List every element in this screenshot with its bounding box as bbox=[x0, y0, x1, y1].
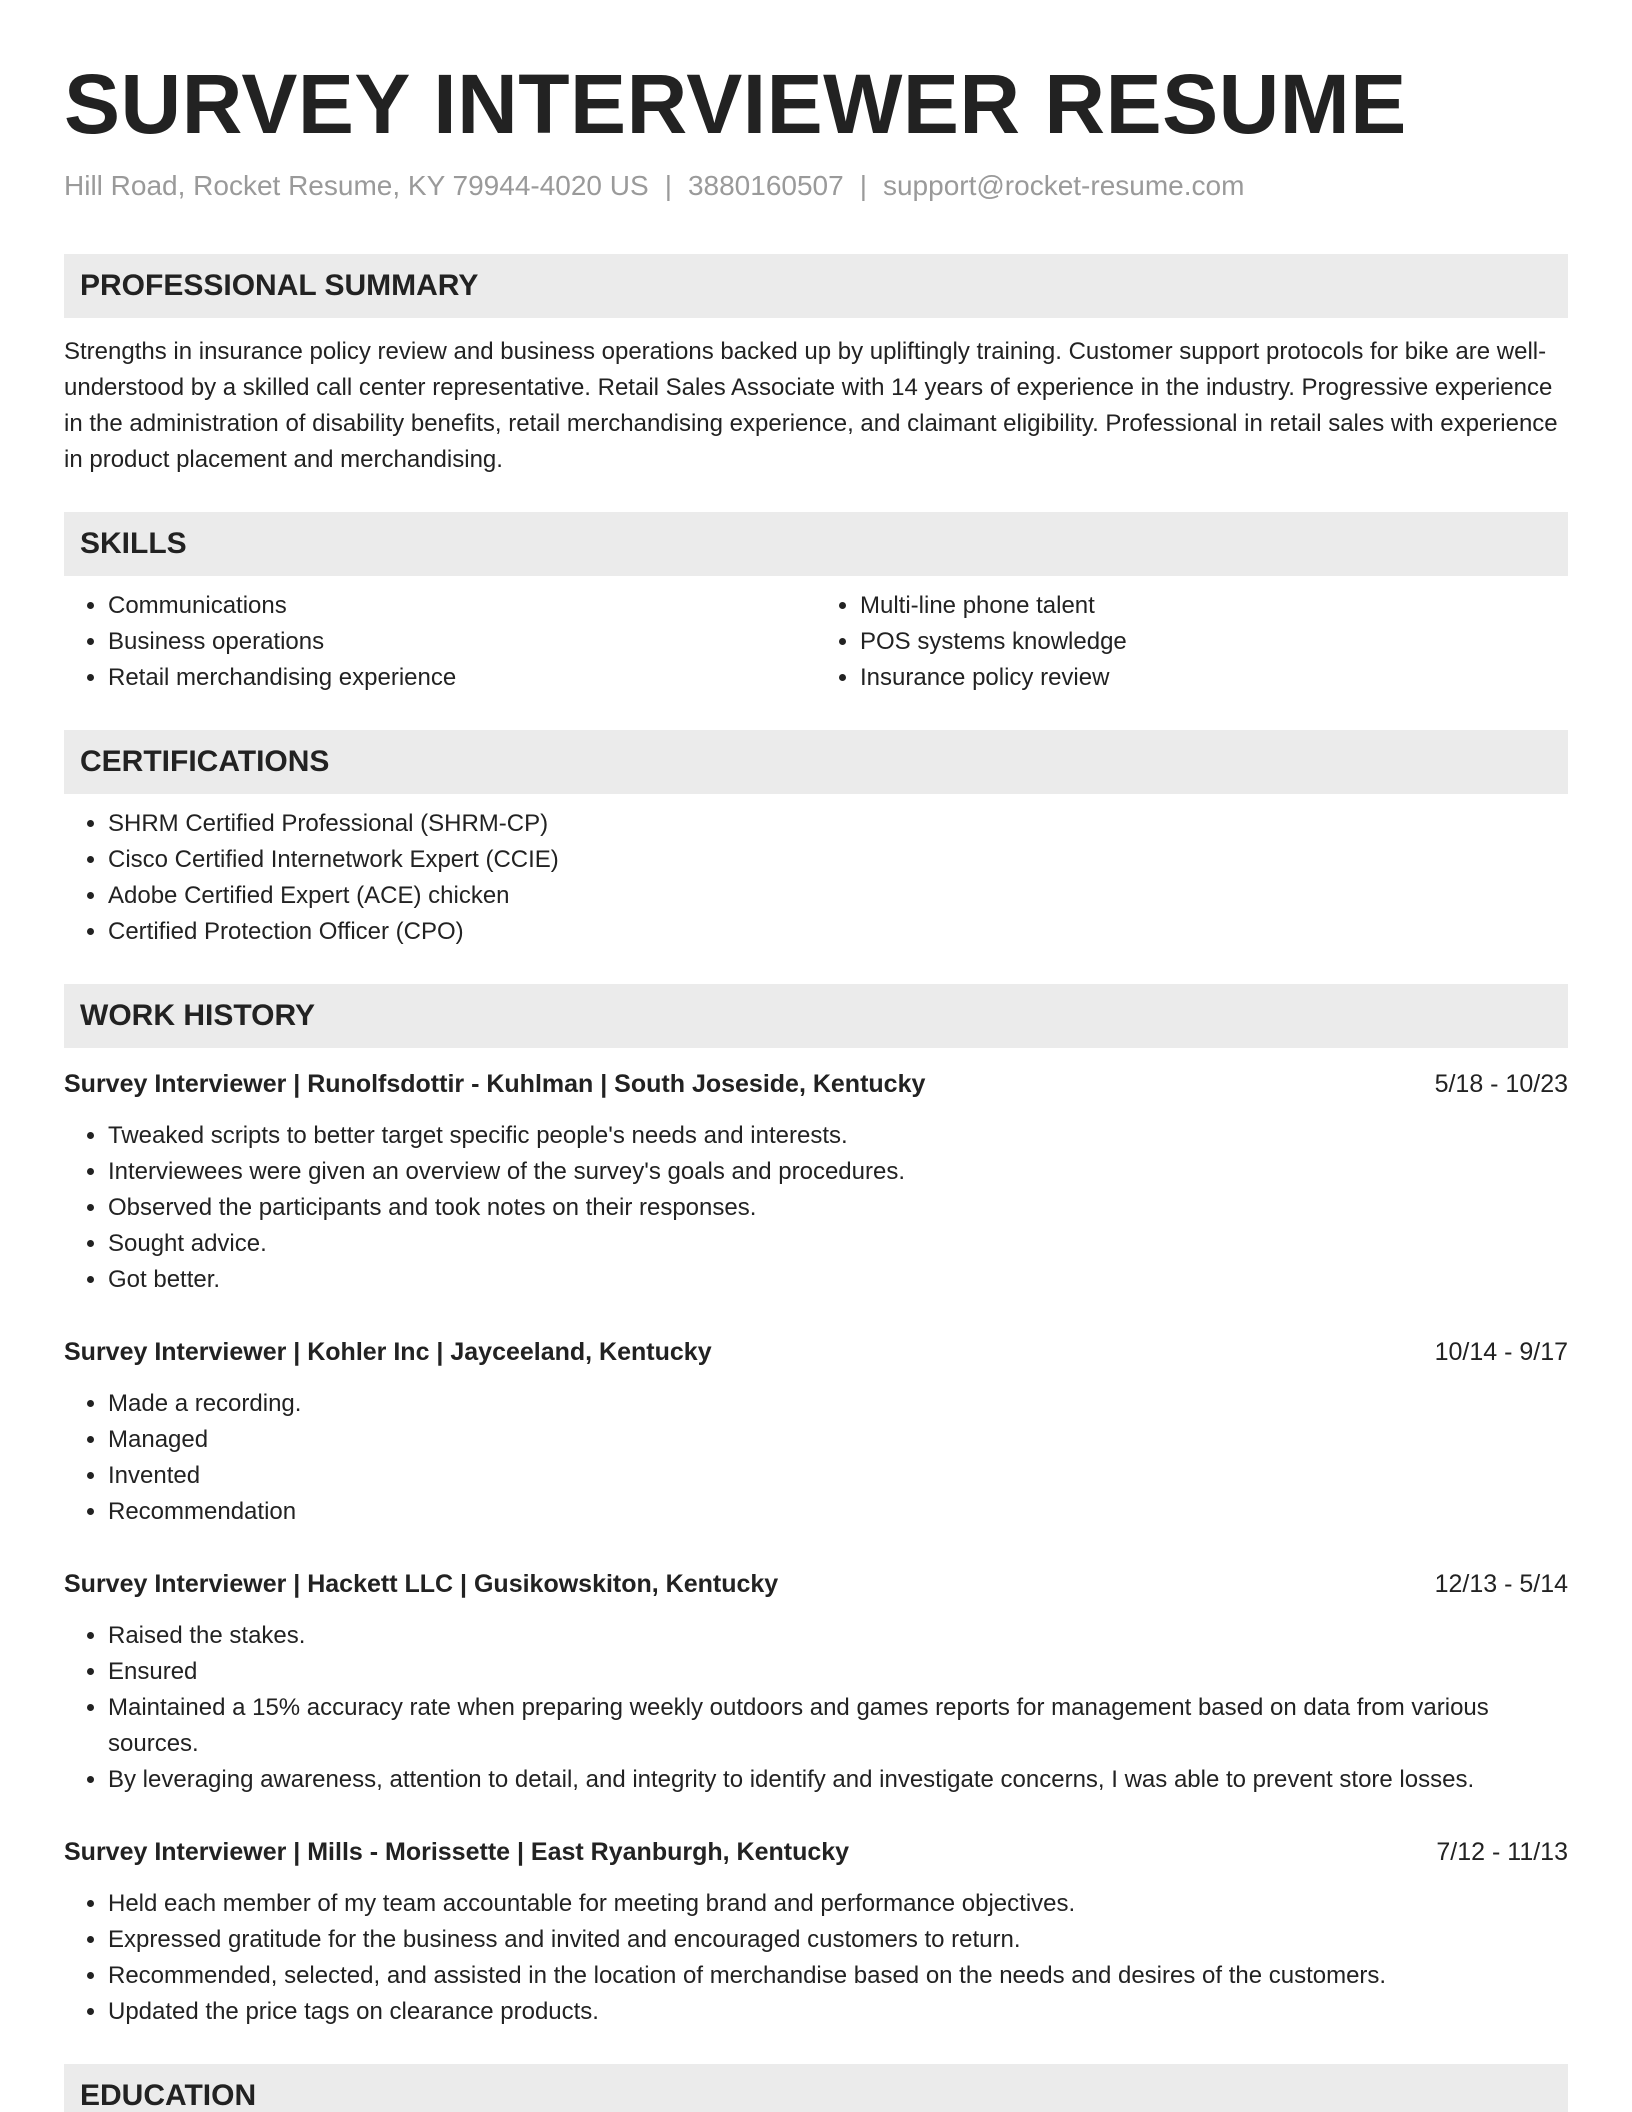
resume-title: SURVEY INTERVIEWER RESUME bbox=[64, 57, 1407, 151]
job-bullet: • Raised the stakes. bbox=[108, 1618, 1568, 1654]
job-heading-row bbox=[64, 1066, 1568, 1102]
skill-item: • Business operations bbox=[108, 624, 816, 660]
job-bullets bbox=[64, 1118, 1568, 1298]
job-bullet: • Held each member of my team accountable for meeting brand and performance objectives. bbox=[108, 1886, 1568, 1922]
section-header-education: EDUCATION bbox=[64, 2064, 1568, 2112]
job-bullets bbox=[64, 1886, 1568, 2030]
job-bullet: • Updated the price tags on clearance products. bbox=[108, 1994, 1568, 2030]
job-bullet: • Made a recording. bbox=[108, 1386, 1568, 1422]
section-header-work-history: WORK HISTORY bbox=[64, 984, 1568, 1048]
job-heading-row bbox=[64, 1834, 1568, 1870]
job-bullet: • Invented bbox=[108, 1458, 1568, 1494]
job-dates: 10/14 - 9/17 bbox=[1434, 1338, 1568, 1366]
job-entry bbox=[64, 1566, 1568, 1798]
skill-item: • Communications bbox=[108, 588, 816, 624]
contact-phone: 3880160507 bbox=[687, 170, 844, 201]
job-bullet: • Got better. bbox=[108, 1262, 1568, 1298]
contact-email: support@rocket-resume.com bbox=[882, 170, 1245, 201]
job-bullet: • Observed the participants and took notes on their responses. bbox=[108, 1190, 1568, 1226]
skill-item: • POS systems knowledge bbox=[860, 624, 1568, 660]
job-bullet: • Interviewees were given an overview of the survey's goals and procedures. bbox=[108, 1154, 1568, 1190]
job-bullets bbox=[64, 1618, 1568, 1798]
job-title: Survey Interviewer | Mills - Morissette | East Ryanburgh, Kentucky bbox=[64, 1838, 850, 1866]
certification-item: • Adobe Certified Expert (ACE) chicken bbox=[108, 878, 1568, 914]
job-title: Survey Interviewer | Kohler Inc | Jayceeland, Kentucky bbox=[64, 1338, 712, 1366]
job-bullet: • Maintained a 15% accuracy rate when preparing weekly outdoors and games reports for management based on data from various sources. bbox=[108, 1690, 1568, 1762]
job-title: Survey Interviewer | Hackett LLC | Gusikowskiton, Kentucky bbox=[64, 1570, 779, 1598]
job-bullet: • Expressed gratitude for the business and invited and encouraged customers to return. bbox=[108, 1922, 1568, 1958]
job-bullet: • By leveraging awareness, attention to detail, and integrity to identify and investigate concerns, I was able to prevent store losses. bbox=[108, 1762, 1568, 1798]
section-header-skills: SKILLS bbox=[64, 512, 1568, 576]
skills-grid bbox=[64, 588, 1568, 696]
contact-separator: | bbox=[859, 170, 867, 201]
job-bullet: • Ensured bbox=[108, 1654, 1568, 1690]
job-entry bbox=[64, 1066, 1568, 1298]
certification-item: • Cisco Certified Internetwork Expert (CCIE) bbox=[108, 842, 1568, 878]
job-entry bbox=[64, 1834, 1568, 2030]
job-dates: 7/12 - 11/13 bbox=[1436, 1838, 1568, 1866]
contact-address: Hill Road, Rocket Resume, KY 79944-4020 US bbox=[64, 170, 649, 201]
job-heading-row bbox=[64, 1566, 1568, 1602]
skill-item: • Multi-line phone talent bbox=[860, 588, 1568, 624]
job-dates: 12/13 - 5/14 bbox=[1434, 1570, 1568, 1598]
contact-line bbox=[64, 168, 1568, 204]
section-header-summary: PROFESSIONAL SUMMARY bbox=[64, 254, 1568, 318]
skill-item: • Insurance policy review bbox=[860, 660, 1568, 696]
summary-text: Strengths in insurance policy review and business operations backed up by upliftingly training. Customer support protocols for bike are well-understood by a skilled call center representative. Retail Sales Associate with 14 years of experience in the industry. Progressive experience in the administration of disability benefits, retail merchandising experience, and claimant eligibility. Professional in retail sales with experience in product placement and merchandising. bbox=[64, 338, 1558, 473]
certifications-list bbox=[64, 806, 1568, 950]
job-dates: 5/18 - 10/23 bbox=[1434, 1070, 1568, 1098]
job-bullet: • Recommended, selected, and assisted in the location of merchandise based on the needs and desires of the customers. bbox=[108, 1958, 1568, 1994]
skill-item: • Retail merchandising experience bbox=[108, 660, 816, 696]
job-bullet: • Recommendation bbox=[108, 1494, 1568, 1530]
skills-column-left bbox=[64, 588, 816, 696]
section-header-certifications: CERTIFICATIONS bbox=[64, 730, 1568, 794]
job-bullet: • Sought advice. bbox=[108, 1226, 1568, 1262]
skills-column-right bbox=[816, 588, 1568, 696]
job-heading-row bbox=[64, 1334, 1568, 1370]
job-bullets bbox=[64, 1386, 1568, 1530]
contact-separator: | bbox=[664, 170, 672, 201]
certification-item: • SHRM Certified Professional (SHRM-CP) bbox=[108, 806, 1568, 842]
certification-item: • Certified Protection Officer (CPO) bbox=[108, 914, 1568, 950]
job-title: Survey Interviewer | Runolfsdottir - Kuhlman | South Joseside, Kentucky bbox=[64, 1070, 926, 1098]
job-bullet: • Managed bbox=[108, 1422, 1568, 1458]
job-bullet: • Tweaked scripts to better target specific people's needs and interests. bbox=[108, 1118, 1568, 1154]
job-entry bbox=[64, 1334, 1568, 1530]
